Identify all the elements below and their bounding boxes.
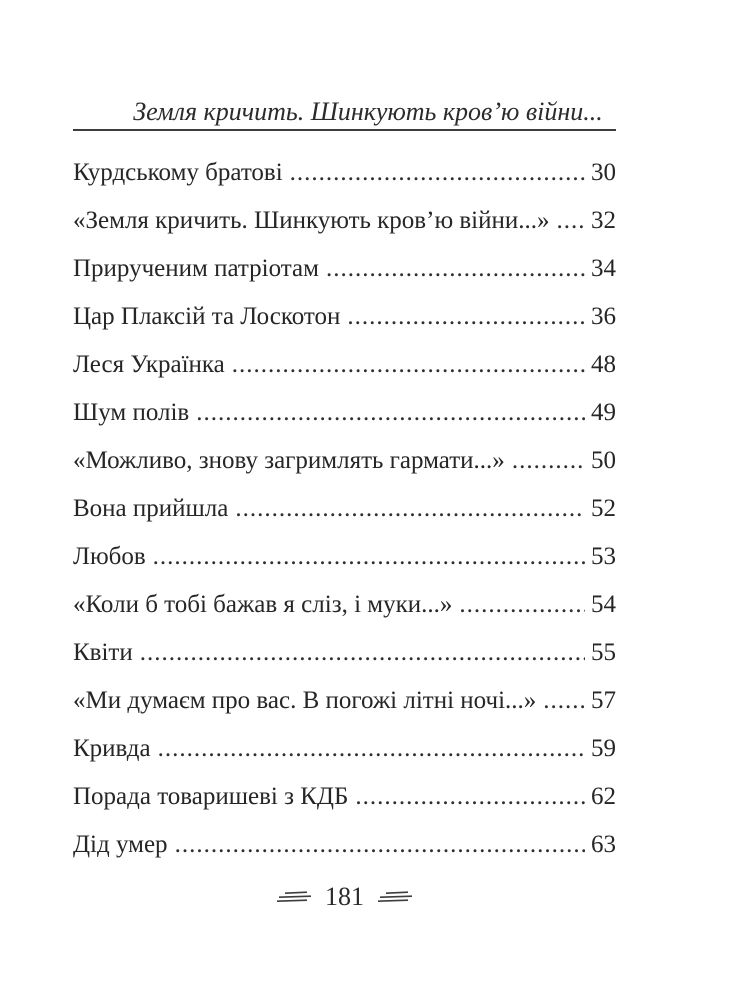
dot-leader <box>196 399 585 427</box>
toc-entry <box>73 399 616 447</box>
toc-entry-page: 62 <box>591 783 616 811</box>
triple-line-ornament-left-icon <box>276 890 312 903</box>
toc-entry-page: 32 <box>591 207 616 235</box>
toc-entry <box>73 783 616 831</box>
dot-leader <box>459 591 585 619</box>
dot-leader <box>140 639 585 667</box>
toc-entry-title: Вона прийшла <box>73 495 229 523</box>
toc-entry <box>73 591 616 639</box>
toc-entry <box>73 495 616 543</box>
dot-leader <box>347 303 585 331</box>
toc-entry-page: 34 <box>591 255 616 283</box>
header-rule <box>73 129 616 131</box>
page-footer <box>73 881 616 912</box>
toc-entry-page: 57 <box>591 687 616 715</box>
toc-entry <box>73 687 616 735</box>
toc-entry-page: 54 <box>591 591 616 619</box>
dot-leader <box>512 447 585 475</box>
toc-entry-title: «Можливо, знову загримлять гармати...» <box>73 447 505 475</box>
toc-entry-page: 49 <box>591 399 616 427</box>
toc-entry-title: Курдському братові <box>73 159 283 187</box>
toc-entry-title: Квіти <box>73 639 133 667</box>
toc-entry-page: 59 <box>591 735 616 763</box>
dot-leader <box>175 831 585 859</box>
toc-entry-title: Прирученим патріотам <box>73 255 319 283</box>
toc-entry-page: 53 <box>591 543 616 571</box>
toc-entry-title: «Земля кричить. Шинкують кров’ю війни...» <box>73 207 550 235</box>
toc-entry <box>73 735 616 783</box>
dot-leader <box>543 687 585 715</box>
toc-entry <box>73 831 616 879</box>
dot-leader <box>326 255 585 283</box>
toc-entry-title: Леся Українка <box>73 351 225 379</box>
folio-page-number: 181 <box>325 882 364 912</box>
toc-entry-page: 55 <box>591 639 616 667</box>
triple-line-ornament-right-icon <box>377 890 413 903</box>
dot-leader <box>232 351 585 379</box>
toc-entry-title: Шум полів <box>73 399 190 427</box>
toc-entry <box>73 543 616 591</box>
toc-entry <box>73 255 616 303</box>
toc-entry <box>73 159 616 207</box>
toc-entry <box>73 351 616 399</box>
toc-entry <box>73 207 616 255</box>
toc-entry-page: 50 <box>591 447 616 475</box>
dot-leader <box>557 207 585 235</box>
toc-entry-title: Порада товаришеві з КДБ <box>73 783 349 811</box>
toc-entry-page: 63 <box>591 831 616 859</box>
toc-entry-page: 52 <box>591 495 616 523</box>
toc-entry-page: 48 <box>591 351 616 379</box>
toc-entry-title: «Коли б тобі бажав я сліз, і муки...» <box>73 591 453 619</box>
toc-entry-page: 30 <box>591 159 616 187</box>
running-header: Земля кричить. Шинкують кров’ю війни... <box>133 97 603 126</box>
toc-entry-title: Цар Плаксій та Лоскотон <box>73 303 341 331</box>
toc-entry-title: Дід умер <box>73 831 168 859</box>
toc-entry <box>73 639 616 687</box>
toc-entry-title: «Ми думаєм про вас. В погожі літні ночі...» <box>73 687 537 715</box>
dot-leader <box>158 735 585 763</box>
dot-leader <box>153 543 585 571</box>
dot-leader <box>290 159 585 187</box>
toc-entry <box>73 303 616 351</box>
toc-entry-title: Любов <box>73 543 146 571</box>
toc-list <box>73 159 616 879</box>
toc-entry-page: 36 <box>591 303 616 331</box>
dot-leader <box>235 495 585 523</box>
toc-entry-title: Кривда <box>73 735 151 763</box>
toc-entry <box>73 447 616 495</box>
dot-leader <box>355 783 585 811</box>
